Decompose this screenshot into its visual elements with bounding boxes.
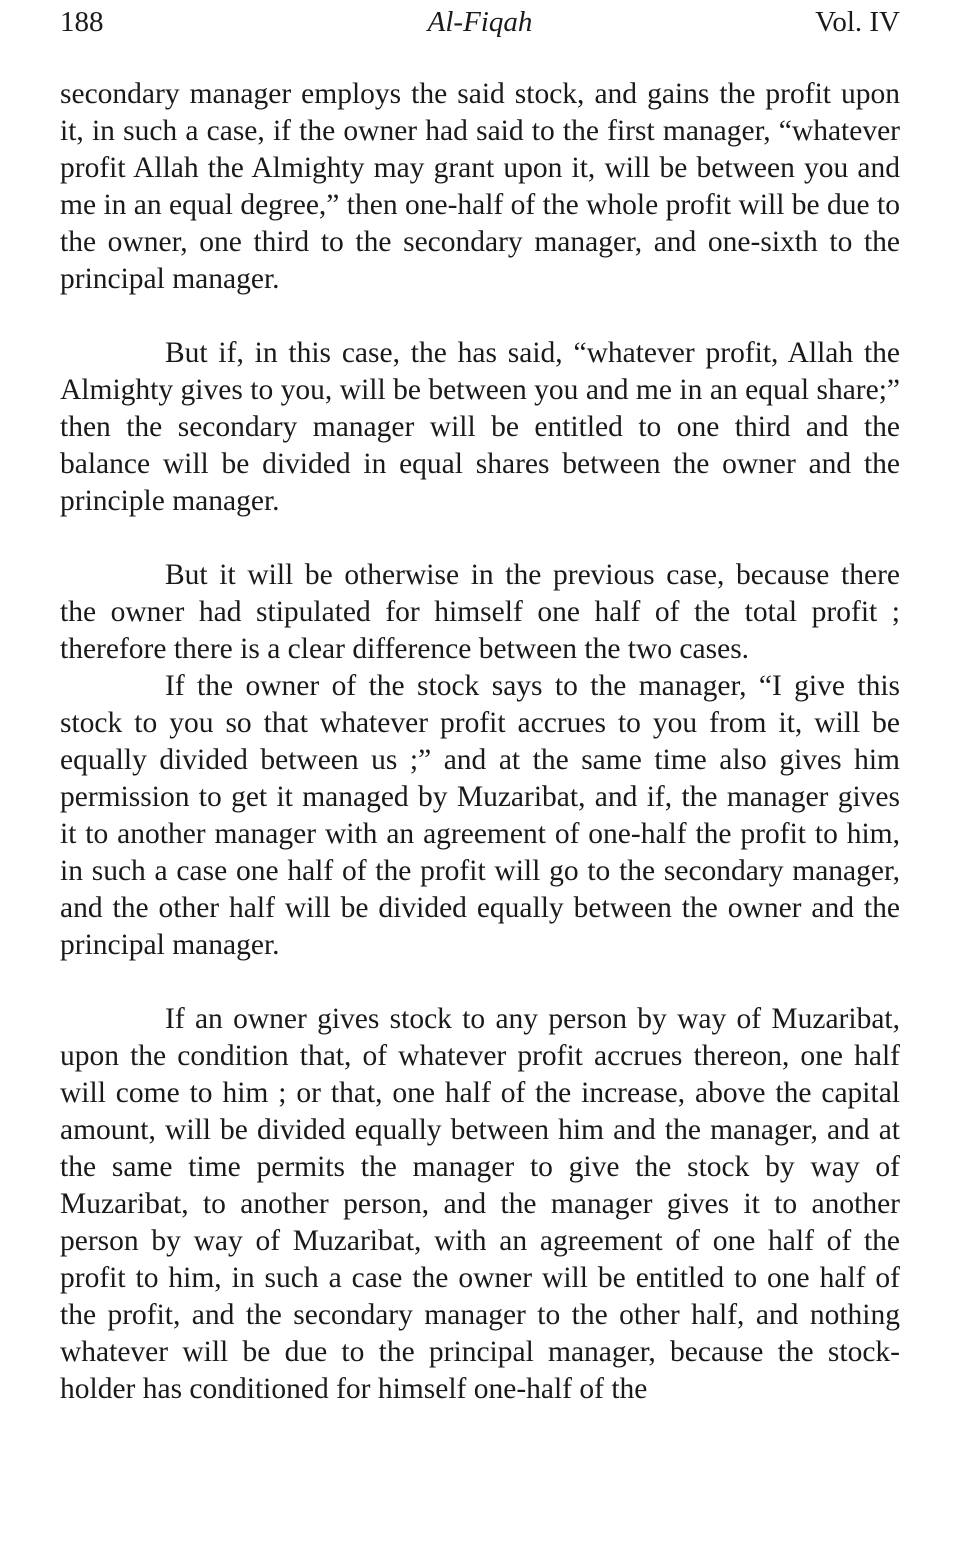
running-title: Al-Fiqah <box>427 6 533 38</box>
page-body <box>60 76 900 1408</box>
paragraph: If the owner of the stock says to the manager, “I give this stock to you so that whatever profit accrues to you from it, will be equally divided between us ;” and at the same time also gives him permission to get it managed by Muzaribat, and if, the manager gives it to another manager with an agreement of one-half the profit to him, in such a case one half of the profit will go to the secondary manager, and the other half will be divided equally between the owner and the principal manager. <box>60 670 900 961</box>
paragraph: secondary manager employs the said stock, and gains the profit upon it, in such a case, if the owner had said to the first manager, “whatever profit Allah the Almighty may grant upon it, will be between you and me in an equal degree,” then one-half of the whole profit will be due to the owner, one third to the secondary manager, and one-sixth to the principal manager. <box>60 78 900 295</box>
volume-label: Vol. IV <box>815 6 900 38</box>
paragraph: But it will be otherwise in the previous case, because there the owner had stipulated for himself one half of the total profit ; therefore there is a clear difference between the two cases. <box>60 559 900 665</box>
page-header <box>60 2 900 42</box>
paragraph: If an owner gives stock to any person by way of Muzaribat, upon the condition that, of whatever profit accrues thereon, one half will come to him ; or that, one half of the increase, above the capital amount, will be divided equally between him and the manager, and at the same time permits the manager to give the stock by way of Muzaribat, to another person, and the manager gives it to another person by way of Muzaribat, with an agreement of one half of the profit to him, in such a case the owner will be entitled to one half of the profit, and the secondary manager to the other half, and nothing whatever will be due to the principal manager, because the stock-holder has conditioned for himself one-half of the <box>60 1003 900 1405</box>
page-number: 188 <box>60 6 104 38</box>
paragraph: But if, in this case, the has said, “whatever profit, Allah the Almighty gives to you, will be between you and me in an equal share;” then the secondary manager will be entitled to one third and the balance will be divided in equal shares between the owner and the principle manager. <box>60 337 900 517</box>
